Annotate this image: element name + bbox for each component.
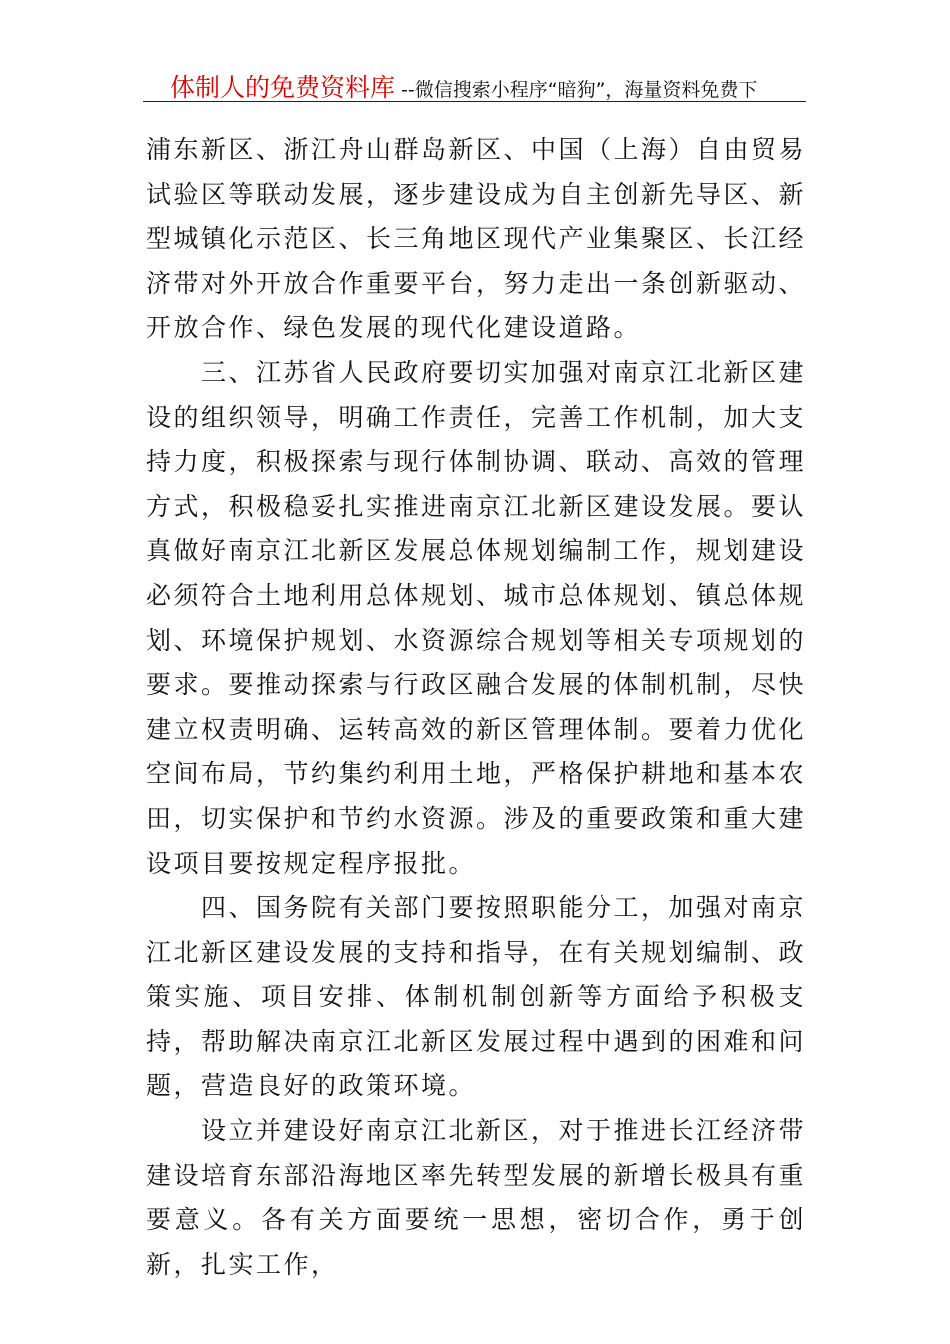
header-brand: 体制人的免费资料库 <box>170 73 396 102</box>
paragraph-section-four: 四、国务院有关部门要按照职能分工，加强对南京江北新区建设发展的支持和指导，在有关规划编制、政策实施、项目安排、体制机制创新等方面给予积极支持，帮助解决南京江北新区发展过程中遇到的困难和问题，营造良好的政策环境。 <box>146 893 807 1101</box>
header-divider <box>143 101 806 102</box>
paragraph-section-three: 三、江苏省人民政府要切实加强对南京江北新区建设的组织领导，明确工作责任，完善工作机制，加大支持力度，积极探索与现行体制协调、联动、高效的管理方式，积极稳妥扎实推进南京江北新区建设发展。要认真做好南京江北新区发展总体规划编制工作，规划建设必须符合土地利用总体规划、城市总体规划、镇总体规划、环境保护规划、水资源综合规划等相关专项规划的要求。要推动探索与行政区融合发展的体制机制，尽快建立权责明确、运转高效的新区管理体制。要着力优化空间布局，节约集约利用土地，严格保护耕地和基本农田，切实保护和节约水资源。涉及的重要政策和重大建设项目要按规定程序报批。 <box>146 357 807 878</box>
paragraph-conclusion: 设立并建设好南京江北新区，对于推进长江经济带建设培育东部沿海地区率先转型发展的新增长极具有重要意义。各有关方面要统一思想，密切合作，勇于创新，扎实工作， <box>146 1116 807 1279</box>
document-body <box>146 128 806 1287</box>
paragraph-continued: 浦东新区、浙江舟山群岛新区、中国（上海）自由贸易试验区等联动发展，逐步建设成为自主创新先导区、新型城镇化示范区、长三角地区现代产业集聚区、长江经济带对外开放合作重要平台，努力走出一条创新驱动、开放合作、绿色发展的现代化建设道路。 <box>146 135 807 343</box>
page-header <box>170 68 780 102</box>
header-tagline: --微信搜索小程序“暗狗”，海量资料免费下 <box>401 79 758 101</box>
